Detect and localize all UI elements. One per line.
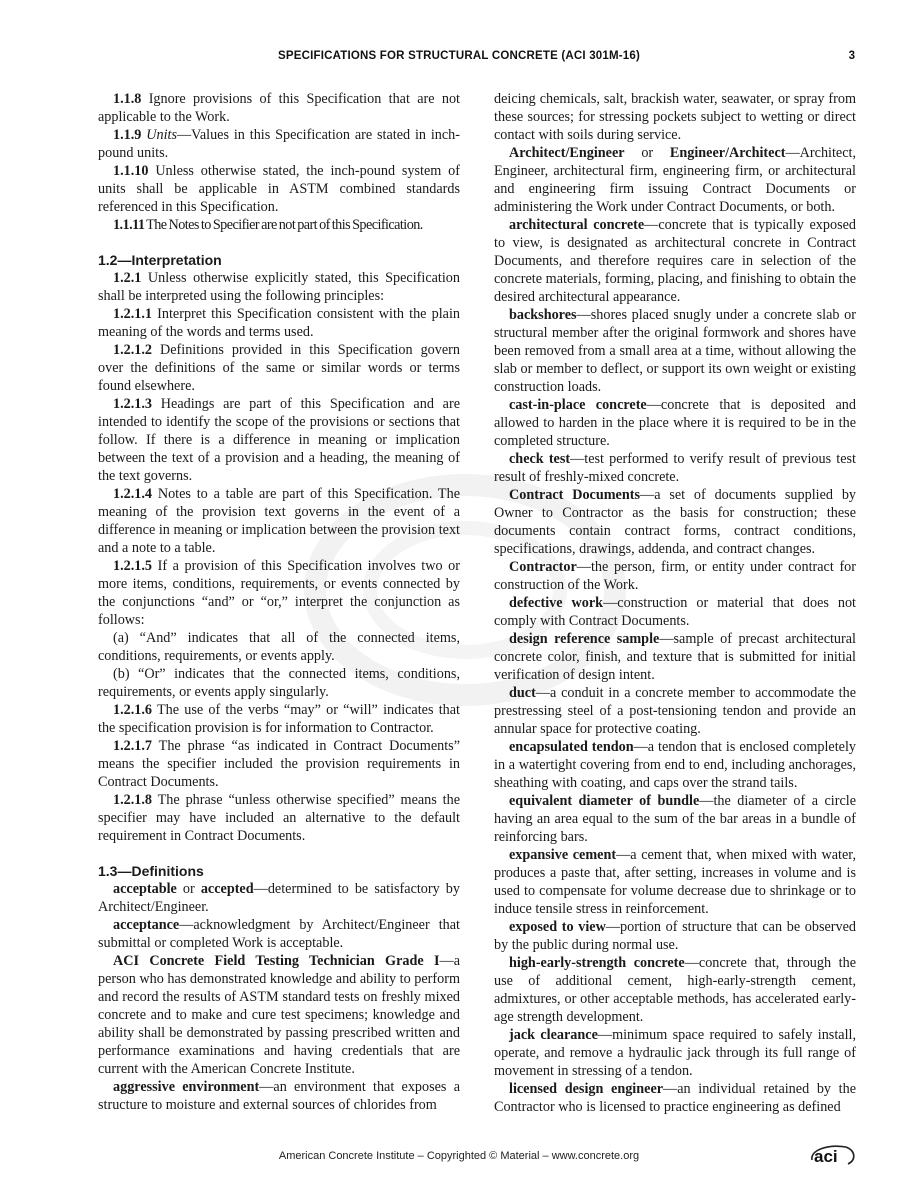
definition-architectural-concrete: architectural concrete—concrete that is typically exposed to view, is designated as architectural concrete in Contract Documents, and therefore requires care in selection of the concrete materials, forming, placing, and finishing to obtain the desired architectural appearance. — [494, 217, 856, 305]
paragraph-1-1-9: 1.1.9 Units—Values in this Specification are stated in inch-pound units. — [98, 127, 460, 161]
definition-contract-documents: Contract Documents—a set of documents supplied by Owner to Contractor as the basis for construction; these documents contain contract forms, contract conditions, specifications, drawings, addenda, and contract changes. — [494, 487, 857, 557]
paragraph-1-1-10: 1.1.10 Unless otherwise stated, the inch-pound system of units shall be applicable in ASTM combined standards referenced in this Specification. — [98, 163, 460, 215]
paragraph-1-2-1-8: 1.2.1.8 The phrase “unless otherwise specified” means the specifier may have included an alternative to the default requirement in Contract Documents. — [98, 792, 460, 844]
section-heading-interpretation: 1.2—Interpretation — [98, 252, 222, 268]
definition-defective-work: defective work—construction or material that does not comply with Contract Documents. — [494, 595, 856, 629]
paragraph-1-1-11: 1.1.11 The Notes to Specifier are not part of this Specification. — [113, 217, 423, 233]
definition-equivalent-diameter: equivalent diameter of bundle—the diameter of a circle having an area equal to the sum of the bar areas in a bundle of reinforcing bars. — [494, 793, 856, 845]
paragraph-1-2-1-2: 1.2.1.2 Definitions provided in this Specification govern over the definitions of the same or similar words or terms found elsewhere. — [98, 342, 460, 394]
paragraph-item-b: (b) “Or” indicates that the connected items, conditions, requirements, or events apply singularly. — [98, 666, 460, 700]
definition-check-test: check test—test performed to verify result of previous test result of freshly-mixed concrete. — [494, 451, 856, 485]
svg-text:aci: aci — [814, 1147, 838, 1166]
running-header — [0, 50, 918, 66]
definition-cast-in-place: cast-in-place concrete—concrete that is deposited and allowed to harden in the place where it is required to be in the completed structure. — [494, 397, 856, 449]
paragraph-1-2-1-6: 1.2.1.6 The use of the verbs “may” or “will” indicates that the specification provision is for information to Contractor. — [98, 702, 460, 736]
definition-duct: duct—a conduit in a concrete member to accommodate the prestressing steel of a post-tensioning tendon and provide an annular space for protective coating. — [494, 685, 856, 737]
left-column — [98, 90, 460, 1114]
definition-expansive-cement: expansive cement—a cement that, when mixed with water, produces a paste that, after setting, increases in volume and is used to compensate for volume decrease due to shrinkage or to induce tensile stress in reinforcement. — [494, 847, 856, 917]
footer-copyright: American Concrete Institute – Copyrighted © Material – www.concrete.org — [278, 1150, 640, 1162]
definition-exposed-to-view: exposed to view—portion of structure that can be observed by the public during normal use. — [494, 919, 856, 953]
paragraph-1-1-8: 1.1.8 Ignore provisions of this Specification that are not applicable to the Work. — [98, 91, 460, 125]
right-column — [494, 90, 856, 1116]
paragraph-1-2-1: 1.2.1 Unless otherwise explicitly stated, this Specification shall be interpreted using the following principles: — [98, 270, 460, 304]
definition-encapsulated-tendon: encapsulated tendon—a tendon that is enclosed completely in a watertight covering from end to end, including anchorages, sheathing with coating, and caps over the strand tails. — [494, 739, 856, 791]
header-title: SPECIFICATIONS FOR STRUCTURAL CONCRETE (ACI 301M-16) — [277, 50, 641, 62]
section-heading-definitions: 1.3—Definitions — [98, 863, 204, 879]
definition-continuation: deicing chemicals, salt, brackish water, seawater, or spray from these sources; for stressing pockets subject to wetting or direct contact with soils during service. — [494, 91, 856, 143]
paragraph-1-2-1-1: 1.2.1.1 Interpret this Specification consistent with the plain meaning of the words and terms used. — [98, 306, 460, 340]
definition-high-early-strength: high-early-strength concrete—concrete that, through the use of additional cement, high-early-strength cement, admixtures, or other acceptable methods, has accelerated early-age strength development. — [494, 955, 856, 1025]
definition-acceptance: acceptance—acknowledgment by Architect/Engineer that submittal or completed Work is acceptable. — [98, 917, 460, 951]
definition-acceptable: acceptable or accepted—determined to be satisfactory by Architect/Engineer. — [98, 881, 460, 915]
definition-architect-engineer: Architect/Engineer or Engineer/Architect—Architect, Engineer, architectural firm, engineering firm, or architectural and engineering firm issuing Contract Documents or administering the Work under Contract Documents, or both. — [494, 145, 856, 215]
paragraph-1-2-1-3: 1.2.1.3 Headings are part of this Specification and are intended to identify the scope of the provisions or sections that follow. If there is a difference in meaning or implication between the text of a provision and a heading, the meaning of the text governs. — [98, 396, 460, 484]
definition-licensed-design-engineer: licensed design engineer—an individual retained by the Contractor who is licensed to practice engineering as defined — [494, 1081, 857, 1115]
page-number: 3 — [848, 50, 855, 62]
aci-logo-icon — [806, 1142, 858, 1168]
paragraph-1-2-1-7: 1.2.1.7 The phrase “as indicated in Contract Documents” means the specifier included the provision requirements in Contract Documents. — [98, 738, 460, 790]
paragraph-item-a: (a) “And” indicates that all of the connected items, conditions, requirements, or events apply. — [98, 630, 460, 664]
definition-aggressive-environment: aggressive environment—an environment that exposes a structure to moisture and external sources of chlorides from — [98, 1079, 460, 1113]
definition-jack-clearance: jack clearance—minimum space required to safely install, operate, and remove a hydraulic jack through its full range of movement in stressing of a tendon. — [494, 1027, 857, 1079]
definition-aci-technician: ACI Concrete Field Testing Technician Grade I—a person who has demonstrated knowledge and ability to perform and record the results of ASTM standard tests on freshly mixed concrete and to make and cure test specimens; knowledge and ability shall be demonstrated by passing prescribed written and performance examinations and having credentials that are current with the American Concrete Institute. — [98, 953, 460, 1077]
definition-backshores: backshores—shores placed snugly under a concrete slab or structural member after the original formwork and shores have been removed from a small area at a time, without allowing the slab or member to deflect, or support its own weight or existing construction loads. — [494, 307, 856, 395]
definition-contractor: Contractor—the person, firm, or entity under contract for construction of the Work. — [494, 559, 856, 593]
definition-design-reference-sample: design reference sample—sample of precast architectural concrete color, finish, and texture that is submitted for initial verification of design intent. — [494, 631, 856, 683]
paragraph-1-2-1-4: 1.2.1.4 Notes to a table are part of this Specification. The meaning of the provision text governs in the event of a difference in meaning or implication between the provision text and a note to a table. — [98, 486, 460, 556]
paragraph-1-2-1-5: 1.2.1.5 If a provision of this Specification involves two or more items, conditions, requirements, or events connected by the conjunctions “and” or “or,” interpret the conjunction as follows: — [98, 558, 460, 628]
